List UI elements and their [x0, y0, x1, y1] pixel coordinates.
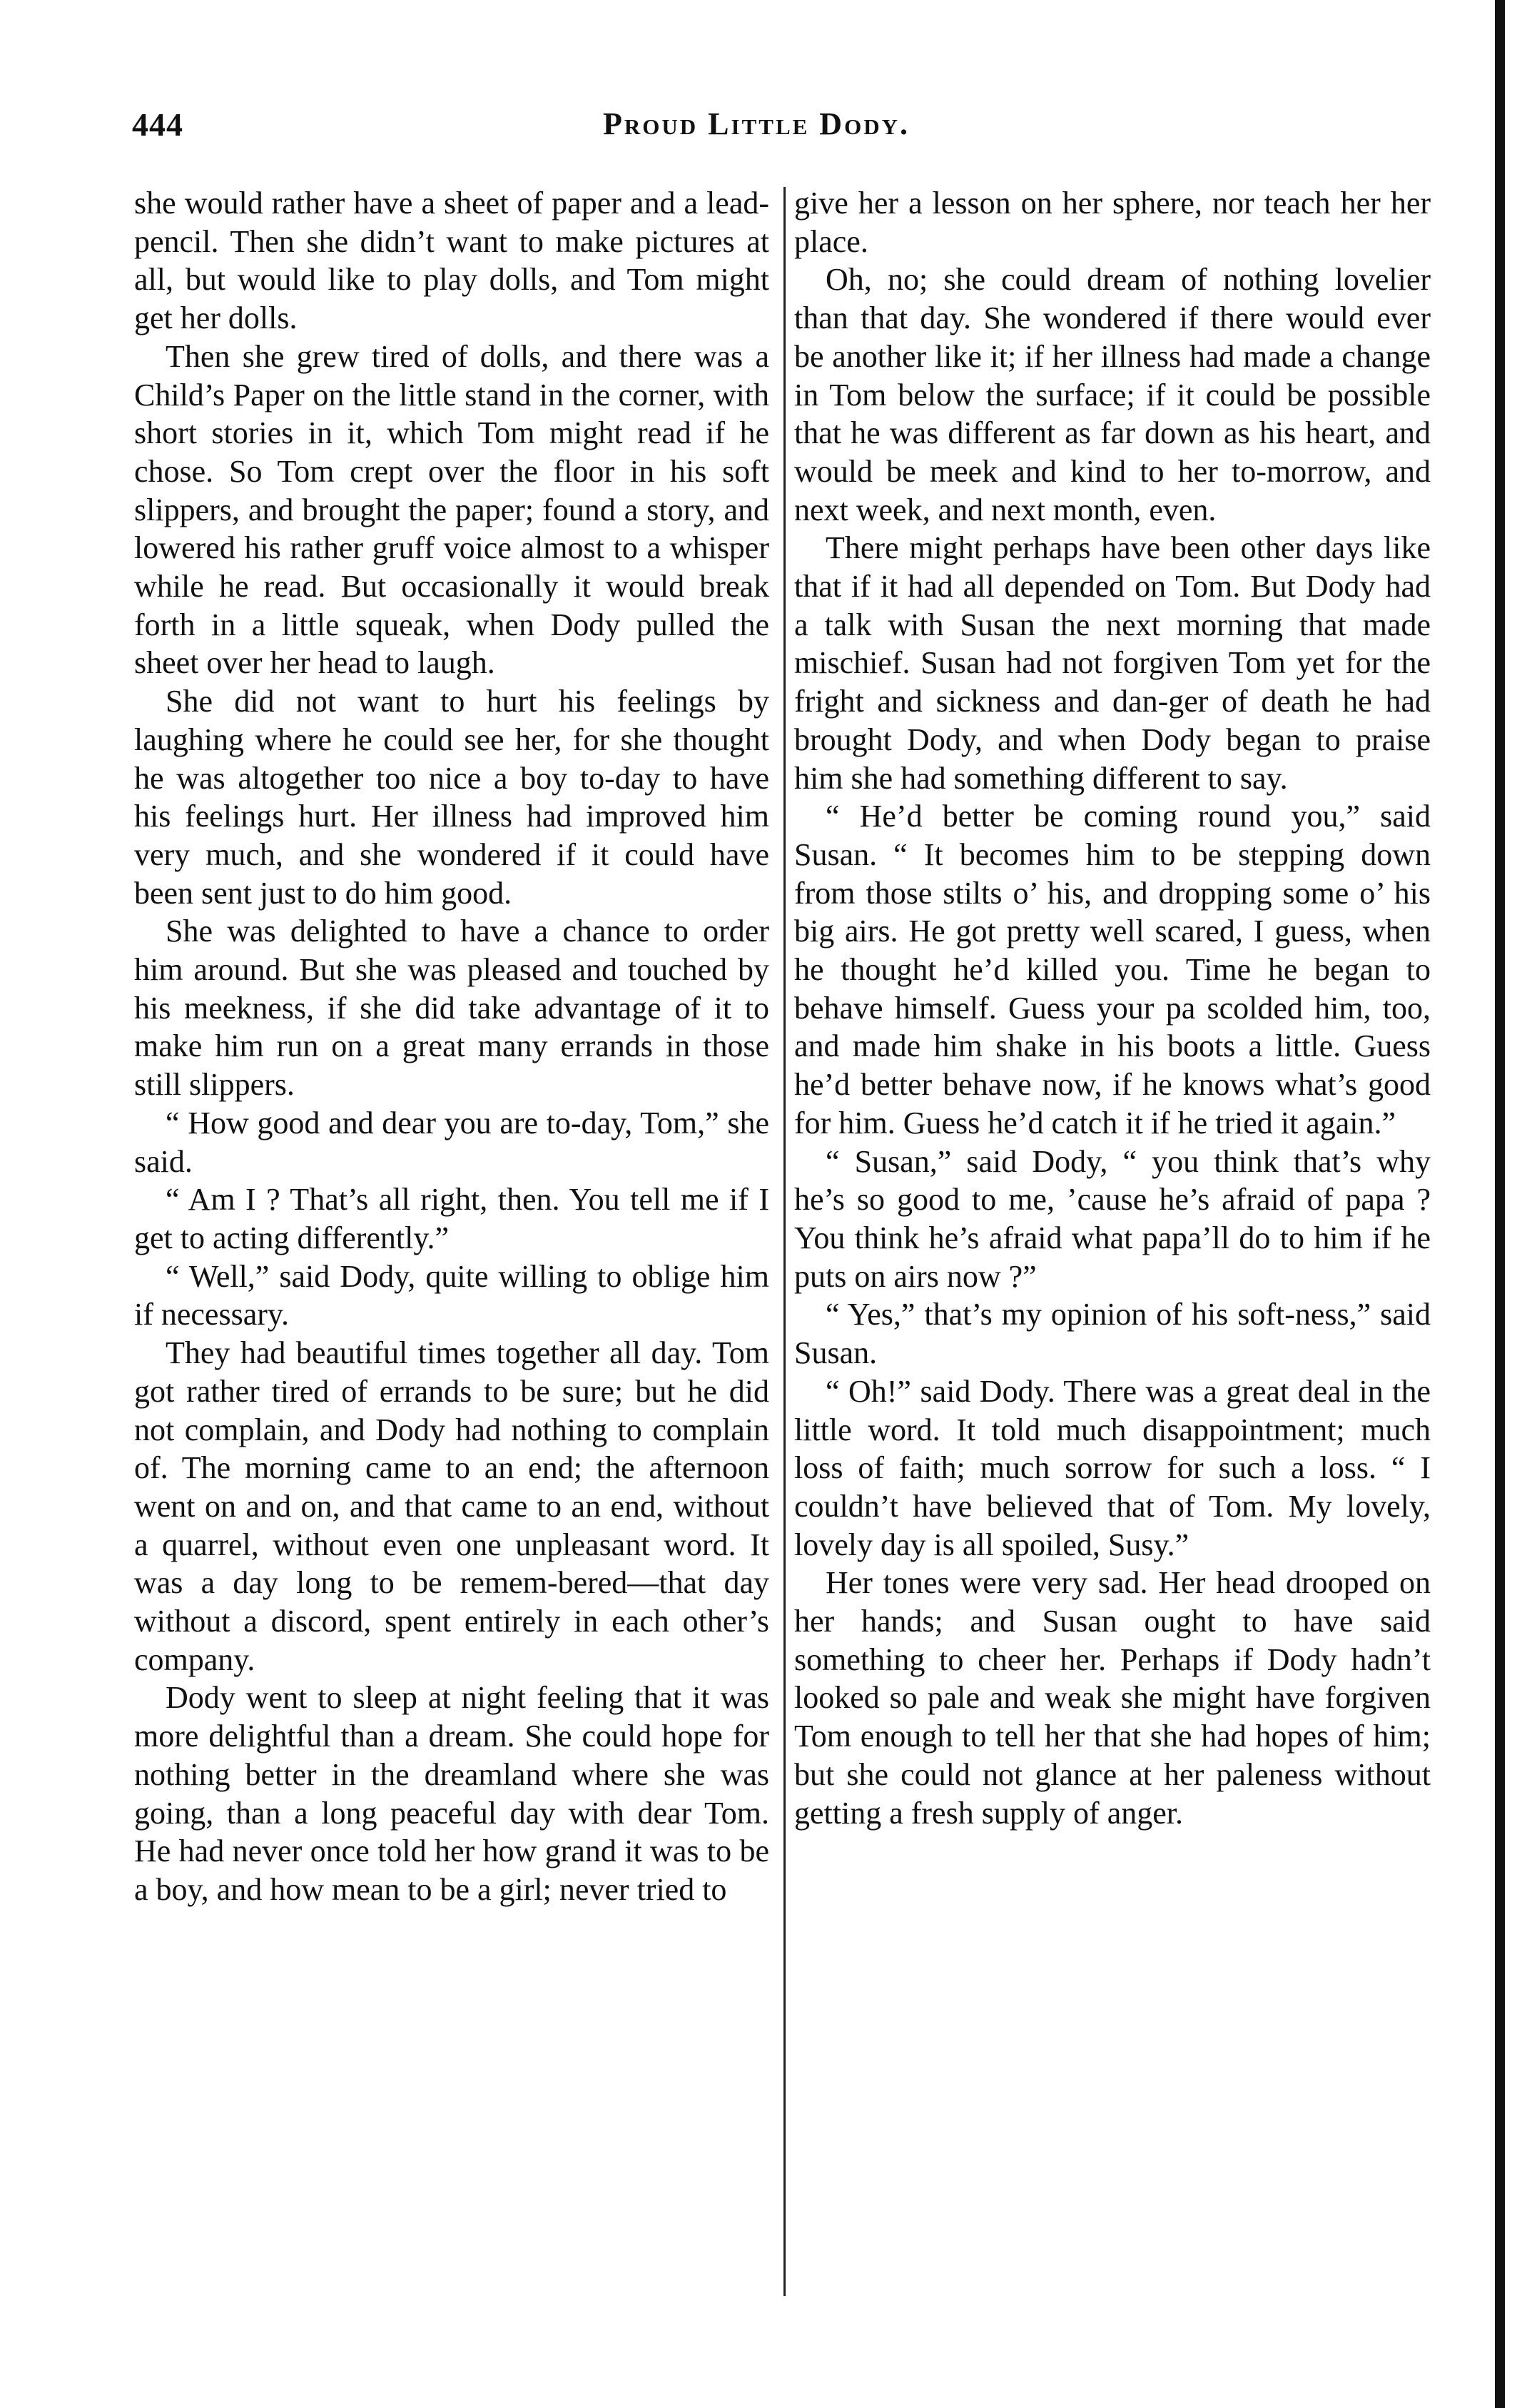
right-text-column [794, 184, 1431, 1832]
paragraph: She did not want to hurt his feelings by laughing where he could see her, for she thought he was altogether too nice a boy to-day to have his feelings hurt. Her illness had improved him very much, and she wondered if it could have been sent just to do him good. [134, 684, 769, 911]
column-divider-rule [783, 187, 786, 2296]
paragraph: She was delighted to have a chance to order him around. But she was pleased and touched by his meekness, if she did take advantage of it to make him run on a great many errands in those still slippers. [134, 914, 769, 1103]
paragraph: Dody went to sleep at night feeling that it was more delightful than a dream. She could hope for nothing better in the dreamland where she was going, than a long peaceful day with dear Tom. He had never once told her how grand it was to be a boy, and how mean to be a girl; never tried to [134, 1680, 769, 1907]
paragraph: They had beautiful times together all day. Tom got rather tired of errands to be sure; but he did not complain, and Dody had nothing to complain of. The morning came to an end; the afternoon went on and on, and that came to an end, without a quarrel, without even one unpleasant word. It was a day long to be remem-bered—that day without a discord, spent entirely in each other’s company. [134, 1335, 769, 1677]
paragraph: give her a lesson on her sphere, nor teach her her place. [794, 186, 1431, 259]
paragraph: There might perhaps have been other days like that if it had all depended on Tom. But Dody had a talk with Susan the next morning that made mischief. Susan had not forgiven Tom yet for the fright and sickness and dan-ger of death he had brought Dody, and when Dody began to praise him she had something different to say. [794, 530, 1431, 796]
running-title: Proud Little Dody. [603, 106, 910, 141]
page-header [0, 106, 1522, 156]
paragraph: “ Oh!” said Dody. There was a great deal in the little word. It told much disappointment; much loss of faith; much sorrow for such a loss. “ I couldn’t have believed that of Tom. My lovely, lovely day is all spoiled, Susy.” [794, 1373, 1431, 1562]
paragraph: she would rather have a sheet of paper and a lead-pencil. Then she didn’t want to make pictures at all, but would like to play dolls, and Tom might get her dolls. [134, 186, 769, 336]
paragraph: “ Yes,” that’s my opinion of his soft-ness,” said Susan. [794, 1297, 1431, 1371]
paragraph: “ Susan,” said Dody, “ you think that’s why he’s so good to me, ’cause he’s afraid of papa ? You think he’s afraid what papa’ll do to him if he puts on airs now ?” [794, 1143, 1431, 1294]
page-number: 444 [132, 106, 183, 143]
paragraph: “ How good and dear you are to-day, Tom,” she said. [134, 1105, 769, 1179]
paragraph: Oh, no; she could dream of nothing lovelier than that day. She wondered if there would ever be another like it; if her illness had made a change in Tom below the surface; if it could be possible that he was different as far down as his heart, and would be meek and kind to her to-morrow, and next week, and next month, even. [794, 262, 1431, 527]
paragraph: “ Well,” said Dody, quite willing to oblige him if necessary. [134, 1258, 769, 1332]
paragraph: “ Am I ? That’s all right, then. You tell me if I get to acting differently.” [134, 1182, 769, 1255]
paragraph: Then she grew tired of dolls, and there was a Child’s Paper on the little stand in the corner, with short stories in it, which Tom might read if he chose. So Tom crept over the floor in his soft slippers, and brought the paper; found a story, and lowered his rather gruff voice almost to a whisper while he read. But occasionally it would break forth in a little squeak, when Dody pulled the sheet over her head to laugh. [134, 338, 769, 681]
paragraph: Her tones were very sad. Her head drooped on her hands; and Susan ought to have said something to cheer her. Perhaps if Dody hadn’t looked so pale and weak she might have forgiven Tom enough to tell her that she had hopes of him; but she could not glance at her paleness without getting a fresh supply of anger. [794, 1565, 1431, 1831]
left-text-column [134, 184, 769, 1909]
paragraph: “ He’d better be coming round you,” said Susan. “ It becomes him to be stepping down from those stilts o’ his, and dropping some o’ his big airs. He got pretty well scared, I guess, when he thought he’d killed you. Time he began to behave himself. Guess your pa scolded him, too, and made him shake in his boots a little. Guess he’d better behave now, if he knows what’s good for him. Guess he’d catch it if he tried it again.” [794, 799, 1431, 1140]
page-edge-shadow [1495, 0, 1505, 2408]
